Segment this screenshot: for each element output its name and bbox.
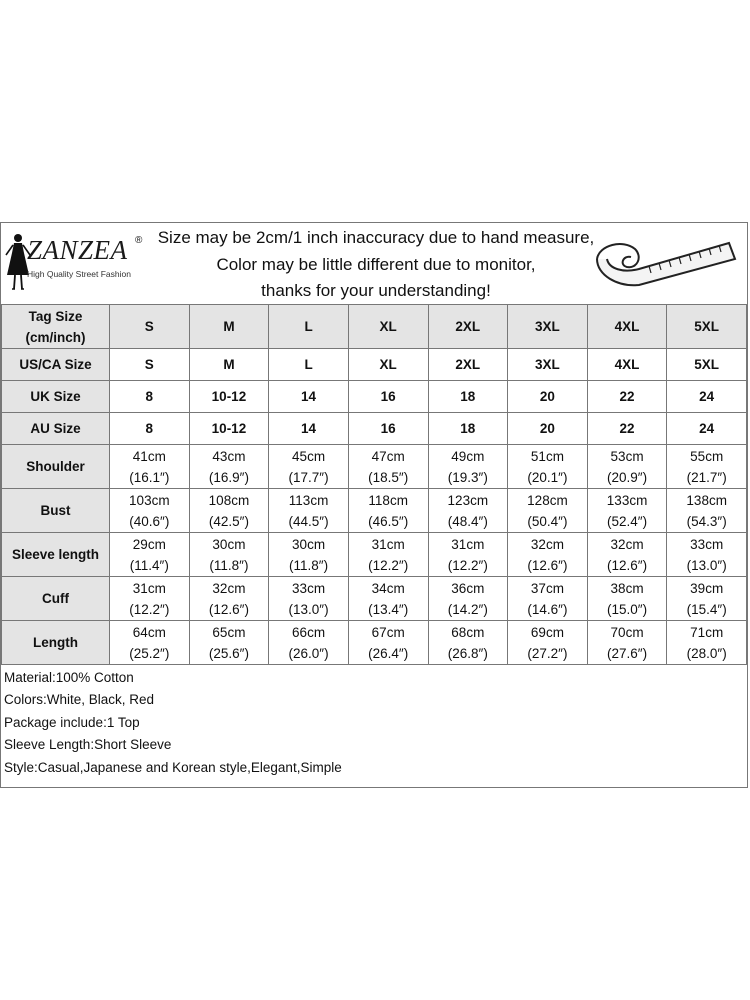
measure-cm: 123cm [447, 492, 489, 508]
measure-cell [667, 489, 747, 533]
size-header-cell: M [189, 305, 269, 349]
measure-inch: (14.6″) [527, 601, 568, 617]
measure-cm: 69cm [530, 624, 564, 640]
measuring-tape-icon [593, 229, 741, 297]
measure-cell [189, 445, 269, 489]
measure-inch: (26.8″) [447, 645, 488, 661]
measure-inch: (11.8″) [289, 557, 329, 573]
measure-cell [348, 489, 428, 533]
size-header-cell: S [110, 305, 190, 349]
size-value-cell: 10-12 [189, 381, 269, 413]
measure-cell [508, 489, 588, 533]
measure-inch: (12.6″) [527, 557, 568, 573]
size-value-cell: 18 [428, 413, 508, 445]
size-value-cell: 14 [269, 381, 349, 413]
measure-cell [269, 533, 349, 577]
size-value-cell: 22 [587, 413, 667, 445]
measure-cm: 31cm [451, 536, 485, 552]
table-row [2, 413, 747, 445]
measure-cell [587, 489, 667, 533]
size-header-cell: L [269, 305, 349, 349]
measure-cm: 108cm [208, 492, 250, 508]
measure-inch: (13.4″) [368, 601, 409, 617]
measure-inch: (42.5″) [208, 513, 249, 529]
measure-inch: (48.4″) [447, 513, 488, 529]
brand-name: ZANZEA [27, 235, 128, 265]
measure-inch: (40.6″) [129, 513, 170, 529]
measure-inch: (13.0″) [288, 601, 329, 617]
measure-cell [667, 621, 747, 665]
measure-cell [667, 577, 747, 621]
size-value-cell: 16 [348, 381, 428, 413]
measure-cm: 133cm [606, 492, 648, 508]
measure-cm: 55cm [690, 448, 724, 464]
measure-inch: (20.1″) [527, 469, 568, 485]
detail-line-package: Package include:1 Top [4, 714, 140, 730]
table-row [2, 621, 747, 665]
size-value-cell: 24 [667, 381, 747, 413]
size-value-cell: 16 [348, 413, 428, 445]
size-header-cell: 2XL [428, 305, 508, 349]
size-value-cell: 24 [667, 413, 747, 445]
measure-cm: 70cm [610, 624, 644, 640]
measure-cm: 71cm [690, 624, 724, 640]
measure-inch: (25.6″) [208, 645, 249, 661]
measure-cell [428, 577, 508, 621]
size-value-cell: 8 [110, 413, 190, 445]
measure-cm: 30cm [212, 536, 246, 552]
measure-cell [348, 577, 428, 621]
measure-inch: (44.5″) [288, 513, 329, 529]
measure-cell [428, 489, 508, 533]
size-table [1, 304, 747, 665]
measure-inch: (12.2″) [368, 557, 409, 573]
measure-cell [269, 445, 349, 489]
measure-inch: (11.8″) [209, 557, 249, 573]
measure-inch: (13.0″) [686, 557, 727, 573]
measure-cm: 29cm [132, 536, 166, 552]
table-row [2, 381, 747, 413]
size-value-cell: S [110, 349, 190, 381]
measure-cm: 103cm [129, 492, 170, 508]
measure-cell [269, 577, 349, 621]
measure-cm: 31cm [132, 580, 166, 596]
measure-cm: 67cm [371, 624, 405, 640]
notice-line: Color may be little different due to monitor, [216, 254, 536, 274]
measure-inch: (12.6″) [208, 601, 249, 617]
measure-cm: 30cm [292, 536, 326, 552]
measure-cell [189, 577, 269, 621]
measure-cell [587, 577, 667, 621]
product-details [1, 667, 750, 779]
detail-line-material: Material:100% Cotton [4, 670, 134, 685]
size-value-cell: 4XL [587, 349, 667, 381]
measure-cm: 65cm [212, 624, 246, 640]
row-label-tag-size: Tag Size (cm/inch) [2, 305, 110, 349]
measure-cm: 31cm [371, 536, 405, 552]
size-value-cell: M [189, 349, 269, 381]
row-label: Length [2, 621, 110, 665]
measure-inch: (15.0″) [607, 601, 648, 617]
measure-cm: 33cm [292, 580, 326, 596]
size-value-cell: 8 [110, 381, 190, 413]
measure-inch: (27.2″) [527, 645, 568, 661]
measure-cell [348, 445, 428, 489]
row-label: US/CA Size [2, 349, 110, 381]
measure-cell [667, 445, 747, 489]
measure-inch: (28.0″) [686, 645, 727, 661]
size-value-cell: 22 [587, 381, 667, 413]
measure-inch: (16.1″) [129, 469, 170, 485]
size-value-cell: 3XL [508, 349, 588, 381]
row-label: Sleeve length [2, 533, 110, 577]
measure-inch: (21.7″) [686, 469, 727, 485]
size-value-cell: 18 [428, 381, 508, 413]
measure-cm: 49cm [451, 448, 485, 464]
measure-cm: 66cm [292, 624, 326, 640]
detail-line-sleeve: Sleeve Length:Short Sleeve [4, 737, 172, 753]
size-header-cell: 5XL [667, 305, 747, 349]
measure-inch: (12.2″) [129, 601, 170, 617]
measure-cm: 64cm [132, 624, 166, 640]
measure-inch: (25.2″) [129, 645, 170, 661]
detail-line-colors: Colors:White, Black, Red [4, 692, 155, 708]
measure-cell [428, 445, 508, 489]
measure-cell [269, 621, 349, 665]
measure-cell [587, 533, 667, 577]
measure-cell [110, 621, 190, 665]
measurement-notice [151, 225, 601, 305]
size-value-cell: 10-12 [189, 413, 269, 445]
brand-tagline: High Quality Street Fashion [27, 269, 131, 279]
registered-mark: ® [135, 235, 143, 246]
size-header-cell: 4XL [587, 305, 667, 349]
measure-cell [110, 533, 190, 577]
measure-cm: 138cm [686, 492, 727, 508]
measure-cm: 33cm [690, 536, 724, 552]
table-row [2, 489, 747, 533]
measure-cm: 68cm [451, 624, 485, 640]
table-row [2, 349, 747, 381]
measure-cell [508, 621, 588, 665]
size-value-cell: 2XL [428, 349, 508, 381]
measure-cm: 32cm [212, 580, 246, 596]
measure-cell [428, 533, 508, 577]
size-chart-card [0, 222, 748, 788]
measure-cm: 38cm [610, 580, 644, 596]
measure-cell [667, 533, 747, 577]
measure-cm: 51cm [530, 448, 564, 464]
size-value-cell: 14 [269, 413, 349, 445]
measure-inch: (15.4″) [686, 601, 727, 617]
measure-inch: (54.3″) [686, 513, 727, 529]
measure-cell [587, 621, 667, 665]
detail-line-style: Style:Casual,Japanese and Korean style,Elegant,Simple [4, 759, 342, 775]
row-label: UK Size [2, 381, 110, 413]
measure-cm: 34cm [371, 580, 405, 596]
measure-cm: 41cm [132, 448, 166, 464]
measure-cell [508, 577, 588, 621]
measure-cell [189, 489, 269, 533]
measure-cm: 36cm [451, 580, 485, 596]
measure-cell [269, 489, 349, 533]
row-label: Shoulder [2, 445, 110, 489]
measure-inch: (14.2″) [447, 601, 488, 617]
measure-inch: (12.6″) [607, 557, 648, 573]
brand-logo [5, 231, 155, 299]
size-header-cell: 3XL [508, 305, 588, 349]
measure-cell [508, 533, 588, 577]
measure-cell [110, 445, 190, 489]
row-label: AU Size [2, 413, 110, 445]
measure-inch: (19.3″) [447, 469, 488, 485]
size-header-cell: XL [348, 305, 428, 349]
measure-inch: (12.2″) [447, 557, 488, 573]
measure-cm: 45cm [292, 448, 326, 464]
size-value-cell: XL [348, 349, 428, 381]
measure-cell [110, 489, 190, 533]
measure-cm: 53cm [610, 448, 644, 464]
table-row [2, 445, 747, 489]
size-value-cell: 20 [508, 413, 588, 445]
measure-cell [189, 621, 269, 665]
measure-cell [348, 533, 428, 577]
notice-line: thanks for your understanding! [261, 281, 491, 300]
measure-cm: 113cm [288, 492, 329, 508]
measure-cm: 128cm [527, 492, 568, 508]
table-row [2, 577, 747, 621]
size-value-cell: 5XL [667, 349, 747, 381]
row-label: Bust [2, 489, 110, 533]
measure-cell [189, 533, 269, 577]
notice-line: Size may be 2cm/1 inch inaccuracy due to hand measure, [157, 228, 595, 247]
measure-cm: 32cm [530, 536, 564, 552]
measure-inch: (26.0″) [288, 645, 329, 661]
measure-inch: (16.9″) [208, 469, 249, 485]
measure-inch: (27.6″) [607, 645, 648, 661]
measure-cell [110, 577, 190, 621]
measure-cm: 39cm [690, 580, 724, 596]
chart-header [1, 223, 747, 305]
measure-cm: 43cm [212, 448, 246, 464]
measure-inch: (46.5″) [368, 513, 409, 529]
measure-inch: (11.4″) [129, 557, 169, 573]
measure-cell [348, 621, 428, 665]
size-value-cell: 20 [508, 381, 588, 413]
row-label: Cuff [2, 577, 110, 621]
measure-inch: (20.9″) [607, 469, 648, 485]
measure-cell [428, 621, 508, 665]
measure-cm: 47cm [371, 448, 405, 464]
measure-inch: (17.7″) [288, 469, 329, 485]
measure-inch: (50.4″) [527, 513, 568, 529]
measure-inch: (18.5″) [368, 469, 409, 485]
measure-inch: (26.4″) [368, 645, 409, 661]
table-row [2, 533, 747, 577]
measure-cell [587, 445, 667, 489]
table-row-tag-size [2, 305, 747, 349]
measure-cell [508, 445, 588, 489]
measure-inch: (52.4″) [607, 513, 648, 529]
size-value-cell: L [269, 349, 349, 381]
measure-cm: 37cm [530, 580, 564, 596]
measure-cm: 32cm [610, 536, 644, 552]
measure-cm: 118cm [368, 492, 408, 508]
